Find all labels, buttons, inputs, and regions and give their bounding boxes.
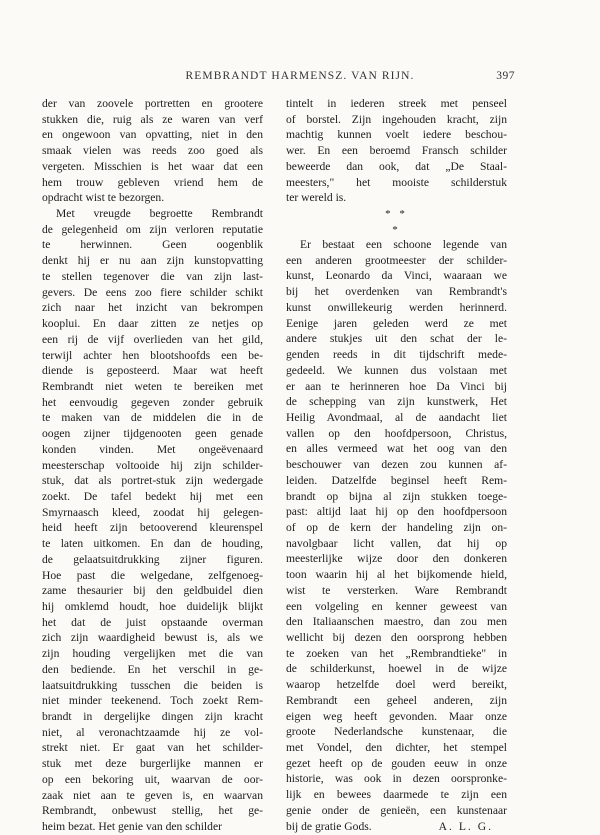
closing-text: bij de gratie Gods. [286, 819, 372, 833]
right-column [286, 96, 507, 834]
text-line: der van zoovele portretten en grootere [42, 97, 263, 110]
text-line: Rembrandt een geheel anderen, zijn [286, 693, 507, 707]
text-line: hij omklemd houdt, hoe duidelijk blijkt [42, 600, 263, 613]
text-line: met Vondel, den dichter, het stempel [286, 741, 507, 755]
text-line: terwijl achter hen blootshoofds een be- [42, 348, 263, 362]
left-column [42, 96, 263, 835]
text-line: zijn houding vergelijken met die van [42, 647, 263, 661]
text-line: groote Nederlandsche kunstenaar, die [286, 725, 507, 739]
text-line: bij het overdenken van Rembrandt's [286, 285, 507, 299]
text-line: en alles vermeed wat het oog van den [286, 442, 507, 456]
text-line: of op de kern der handeling zijn on- [286, 520, 507, 534]
text-line: een anderen grootmeester der schilder- [286, 253, 507, 267]
text-line: wer. En een beroemd Fransch schilder [286, 144, 507, 158]
text-line: niet, al veronachtzaamde hij ze vol- [42, 725, 263, 739]
text-line: een rij de vijf overlieden van het gild, [42, 332, 263, 346]
text-line: de schilderkunst, hoewel in de wijze [286, 662, 507, 676]
text-line: vallen op den hoofdpersoon, Christus, [286, 426, 507, 440]
text-line: gevers. De eens zoo fiere schilder schikt [42, 285, 263, 299]
text-line: historie, was ook in dezen oorspronke- [286, 772, 507, 786]
text-line: Eenige jaren geleden werd ze met [286, 316, 507, 330]
text-line: hem trouw gebleven vriend hem de [42, 175, 263, 189]
text-line: te laten uitkomen. En dan de houding, [42, 537, 263, 551]
text-line: kunst, Leonardo da Vinci, waaraan we [286, 269, 507, 283]
text-line: zich zijn waardigheid bewust is, als we [42, 631, 263, 645]
text-line: heid heeft zijn betooverend kleurenspel [42, 521, 263, 535]
text-line: een volgeling en kenner geweest van [286, 599, 507, 613]
text-line: navolgbaar licht vallen, dat hij op [286, 536, 507, 550]
text-line: opdracht wist te bezorgen. [42, 191, 165, 205]
text-line: of borstel. Zijn ingehouden kracht, zijn [286, 112, 507, 126]
page-header [0, 70, 600, 86]
text-line: toon waarin hij al het bijkomende hield, [286, 568, 507, 582]
text-line: Rembrandt, onbewust stellig, het ge- [42, 804, 263, 818]
text-line: kunst onwillekeurig werden herinnerd. [286, 300, 507, 314]
text-line: beschouwer van dezen zou kunnen af- [286, 458, 507, 472]
separator-asterisks-top: * * [385, 208, 408, 221]
text-line: heim bezat. Het genie van den schilder [42, 820, 222, 834]
text-line: Er bestaat een schoone legende van [300, 238, 507, 252]
text-line: het dat de juist opstaande overman [42, 615, 263, 629]
text-line: Met vreugde begroette Rembrandt [56, 207, 263, 221]
text-line: smaak vielen was reeds zoo goed als [42, 144, 263, 158]
text-line: denkt hij er nu aan zijn kunstopvatting [42, 254, 263, 268]
text-line: lijk en bewees daarmede te zijn een [286, 788, 507, 802]
text-line: waarop hetzelfde doel werd bereikt, [286, 678, 507, 692]
text-line: zoekt. De tafel bedekt hij met een [42, 489, 263, 503]
text-line: te maken van de middelen die in de [42, 411, 263, 425]
running-title: REMBRANDT HARMENSZ. VAN RIJN. [185, 70, 415, 82]
text-line: brandt in dergelijke dingen zijn kracht [42, 710, 263, 724]
right-column-bottom-paragraph [286, 237, 507, 819]
text-line: stuk, dat als portret-stuk zijn wedergade [42, 474, 263, 488]
text-line: meesterschap voltooide hij zijn schilder- [42, 458, 263, 472]
text-line: den bediende. En het verschil in ge- [42, 662, 263, 676]
text-line: wist te versterken. Ware Rembrandt [286, 583, 507, 597]
text-line: zaak niet aan te geven is, en waarvan [42, 788, 263, 802]
text-line: er aan te herinneren hoe Da Vinci bij [286, 379, 507, 393]
text-line: wellicht bij dezen den oorsprong hebben [286, 631, 507, 644]
text-line: het eenvoudig gegeven zonder gebruik [42, 395, 263, 409]
text-line: laatsuitdrukking tusschen die beiden is [42, 678, 263, 692]
text-line: ter wereld is. [286, 191, 347, 205]
text-line: kooplui. En daar zitten ze netjes op [42, 317, 263, 331]
text-line: en ongewoon van opvatting, niet in den [42, 128, 263, 142]
text-line: den Italiaanschen maestro, dan zou men [286, 615, 507, 629]
text-line: brandt op bijna al zijn stukken toege- [286, 489, 507, 503]
text-line: beweerde dan ook, dat „De Staal- [286, 159, 507, 173]
text-line: gezet heeft op de gouden eeuw in onze [286, 756, 507, 770]
text-line: te herwinnen. Geen oogenblik [42, 238, 263, 252]
text-line: Smyrnaasch kleed, zoodat hij gelegen- [42, 505, 263, 519]
text-line: machtig kunnen voelt iedere beschou- [286, 128, 507, 142]
text-line: zame thesaurier bij den geldbuidel dien [42, 584, 263, 598]
text-line: vergeten. Misschien is het waar dat een [42, 159, 263, 173]
text-line: de gelaatsuitdrukking zijner figuren. [42, 552, 263, 566]
text-line: de gelegenheid om zijn verloren reputatie [42, 222, 263, 236]
text-line: zich naar het inzicht van bekrompen [42, 301, 263, 315]
text-line: te zoeken van het „Rembrandtieke" in [286, 646, 507, 660]
text-line: Hoe past die welgedane, zelfgenoeg- [42, 568, 263, 582]
text-line: tintelt in iederen streek met penseel [286, 97, 507, 110]
text-line: niet minder teekenend. Toch zoekt Rem- [42, 694, 263, 708]
text-line: genie onder de genieën, een kunstenaar [286, 803, 507, 817]
text-line: strekt niet. Er gaat van het schilder- [42, 741, 263, 755]
text-line: konden vinden. Met ongeëvenaard [42, 442, 263, 456]
right-column-top-paragraph [286, 96, 507, 206]
text-line: de schepping van zijn kunstwerk, Het [286, 395, 507, 409]
text-line: stuk met deze burgerlijke mannen er [42, 757, 263, 771]
text-line: leiden. Datzelfde beginsel heeft Rem- [286, 473, 507, 487]
text-line: diende is geposteerd. Maar wat heeft [42, 364, 263, 378]
section-separator [286, 206, 507, 237]
text-line: eigen weg heeft gevonden. Maar onze [286, 709, 507, 723]
text-line: Heilig Avondmaal, al de aandacht liet [286, 410, 507, 424]
text-line: stukken die, ruig als ze waren van verf [42, 112, 263, 126]
author-signature: A. L. G. [438, 819, 493, 833]
text-line: meesterlijke wijze door den donkeren [286, 552, 507, 566]
text-line: meesters," het mooiste schilderstuk [286, 175, 507, 189]
separator-asterisk-bottom: * [392, 224, 401, 237]
text-line: past: altijd laat hij op den hoofdpersoon [286, 505, 507, 519]
text-line: op een bekoring uit, waarvan de oor- [42, 772, 263, 786]
text-line: andere stukjes uit den schat der le- [286, 332, 507, 346]
page-number: 397 [496, 70, 515, 82]
text-line: genden reeds in dit tijdschrift mede- [286, 348, 507, 362]
text-line: oogen zijner tijdgenooten geen genade [42, 427, 263, 441]
text-line: Rembrandt niet weten te bereiken met [42, 379, 263, 393]
text-line: te stellen tegenover die van zijn last- [42, 269, 263, 283]
text-line: gedeeld. We kunnen dus volstaan met [286, 363, 507, 377]
